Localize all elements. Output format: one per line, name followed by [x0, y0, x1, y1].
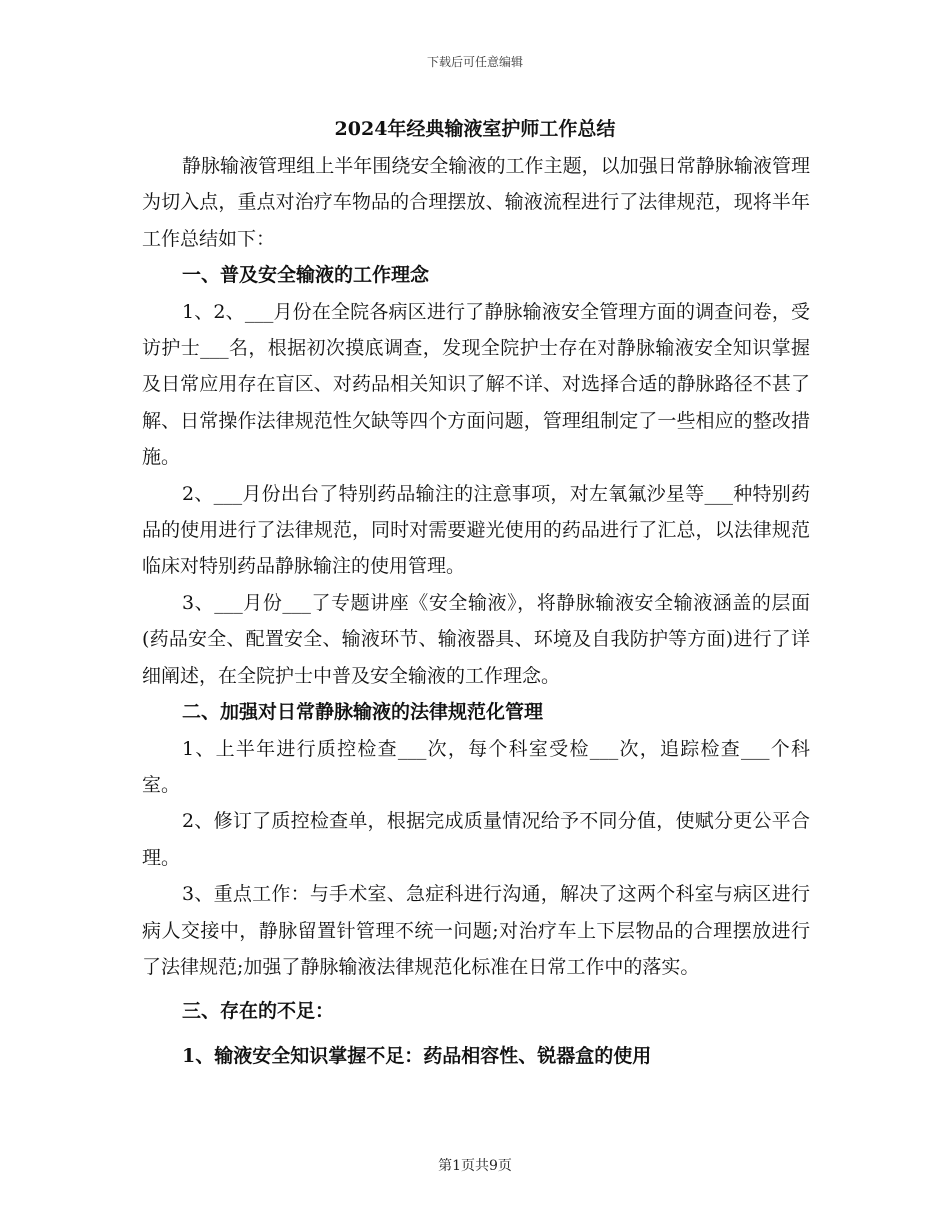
page-footer: 第1页共9页: [438, 1158, 512, 1174]
document-title: 2024年经典输液室护师工作总结: [334, 118, 616, 140]
section-3-heading: 三、存在的不足：: [182, 1000, 335, 1023]
header-note: 下载后可任意编辑: [426, 55, 523, 69]
intro-paragraph: 静脉输液管理组上半年围绕安全输液的工作主题，以加强日常静脉输液管理为切入点，重点对治疗车物品的合理摆放、输液流程进行了法律规范，现将半年工作总结如下：: [142, 155, 810, 250]
section-1-heading: 一、普及安全输液的工作理念: [182, 264, 430, 287]
section-1-paragraph-2: 2、___月份出台了特别药品输注的注意事项，对左氧氟沙星等___种特别药品的使用进行了法律规范，同时对需要避光使用的药品进行了汇总，以法律规范临床对特别药品静脉输注的使用管理。: [142, 482, 810, 578]
section-2-heading: 二、加强对日常静脉输液的法律规范化管理: [182, 701, 544, 724]
section-1-paragraph-3: 3、___月份___了专题讲座《安全输液》，将静脉输液安全输液涵盖的层面(药品安全、配置安全、输液环节、输液器具、环境及自我防护等方面)进行了详细阐述，在全院护士中普及安全输液的工作理念。: [142, 591, 810, 687]
section-1-paragraph-1: 1、2、___月份在全院各病区进行了静脉输液安全管理方面的调查问卷，受访护士___名，根据初次摸底调查，发现全院护士存在对静脉输液安全知识掌握及日常应用存在盲区、对药品相关知识了解不详、对选择合适的静脉路径不甚了解、日常操作法律规范性欠缺等四个方面问题，管理组制定了一些相应的整改措施。: [142, 300, 810, 469]
document-body: [142, 148, 810, 1074]
section-2-paragraph-2: 2、修订了质控检查单，根据完成质量情况给予不同分值，使赋分更公平合理。: [142, 810, 810, 869]
section-2-paragraph-1: 1、上半年进行质控检查___次，每个科室受检___次，追踪检查___个科室。: [142, 737, 810, 796]
section-3-subheading-1: 1、输液安全知识掌握不足：药品相容性、锐器盒的使用: [182, 1044, 652, 1067]
section-2-paragraph-3: 3、重点工作：与手术室、急症科进行沟通，解决了这两个科室与病区进行病人交接中，静脉留置针管理不统一问题;对治疗车上下层物品的合理摆放进行了法律规范;加强了静脉输液法律规范化标准在日常工作中的落实。: [142, 883, 810, 978]
